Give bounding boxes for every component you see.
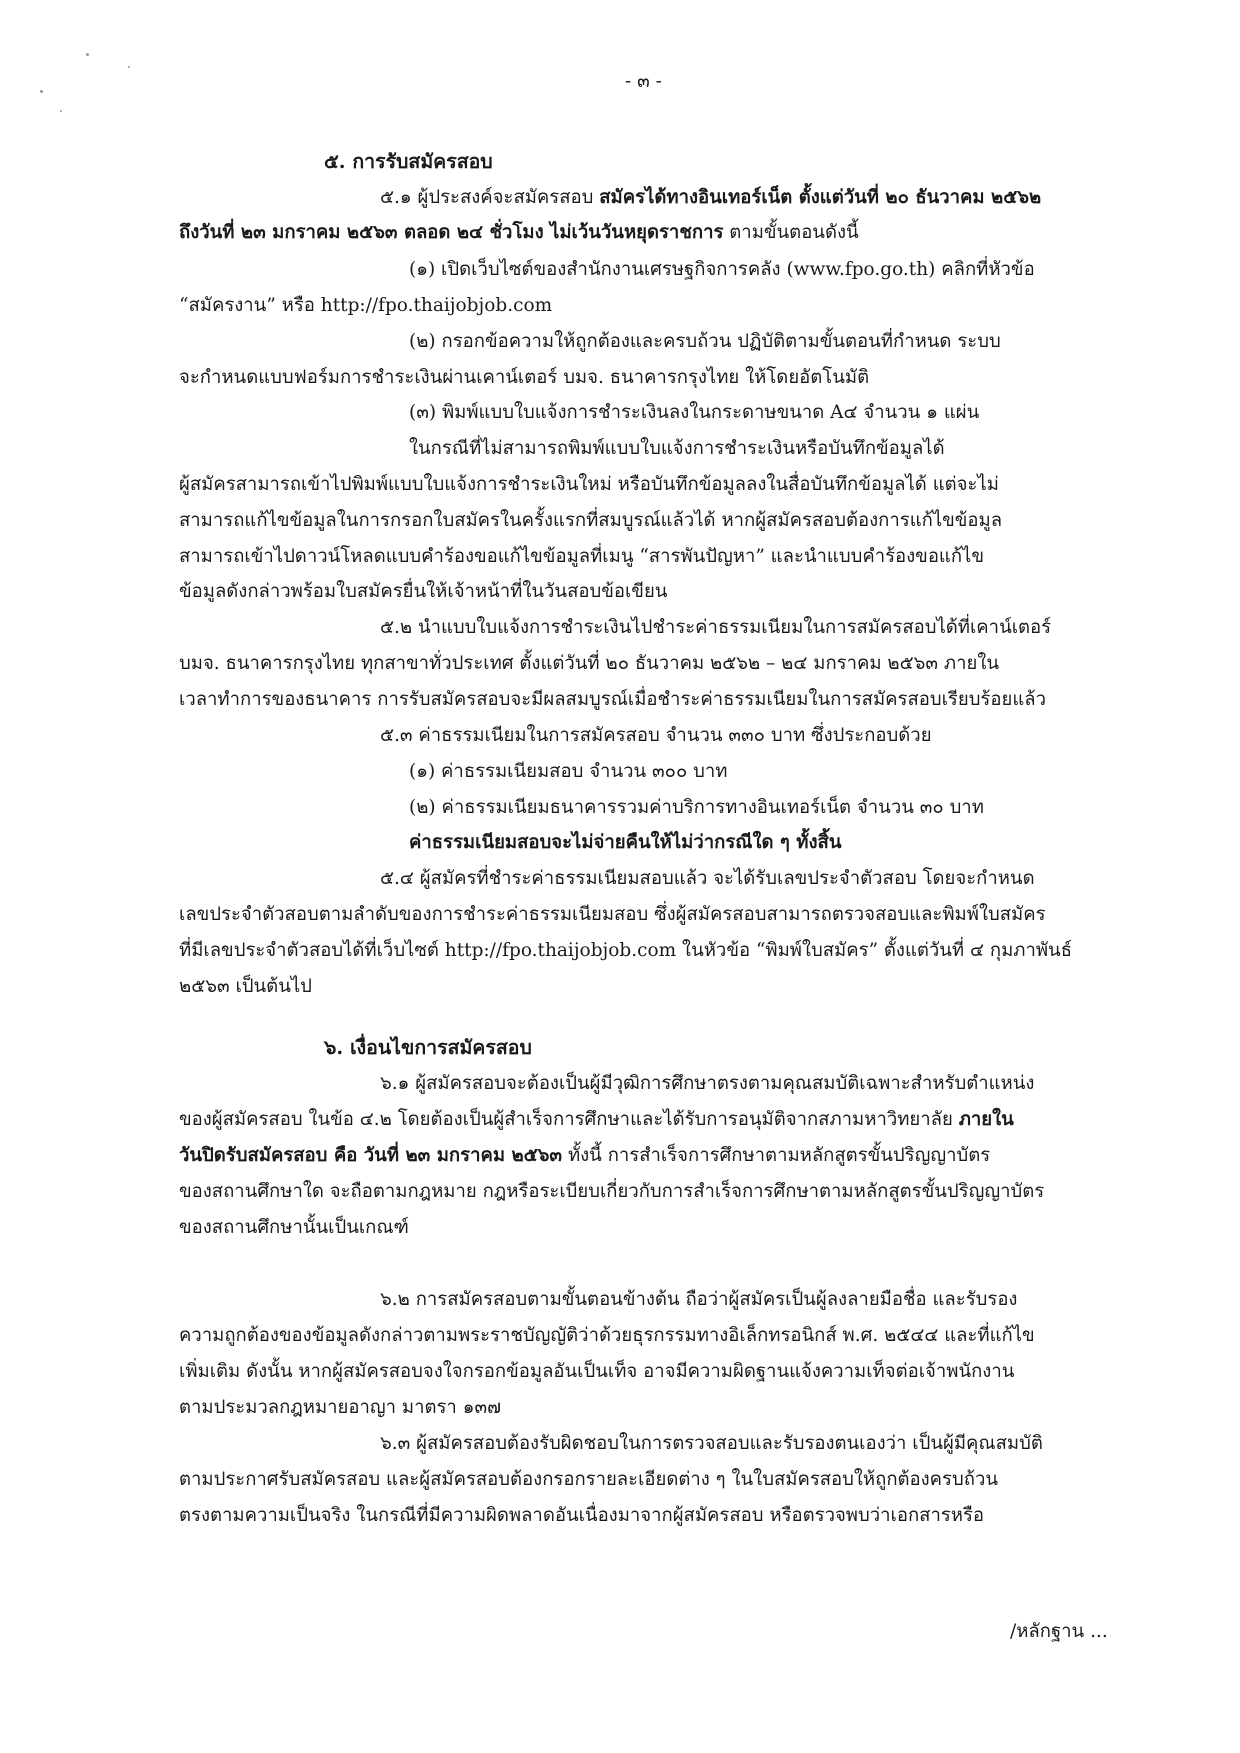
- fee-item-1: (๑) ค่าธรรมเนียมสอบ จำนวน ๓๐๐ บาท: [409, 761, 728, 782]
- paragraph-6-1-line-5: ของสถานศึกษานั้นเป็นเกณฑ์: [179, 1217, 409, 1238]
- step-3: (๓) พิมพ์แบบใบแจ้งการชำระเงินลงในกระดาษขนาด A๔ จำนวน ๑ แผ่น: [409, 402, 980, 423]
- scan-speck: [86, 53, 89, 56]
- paragraph-5-4-line-2: เลขประจำตัวสอบตามลำดับของการชำระค่าธรรมเนียมสอบ ซึ่งผู้สมัครสอบสามารถตรวจสอบและพิมพ์ใบสมัคร: [179, 904, 1046, 925]
- scan-speck: [60, 110, 62, 112]
- paragraph-6-2-line-2: ความถูกต้องของข้อมูลดังกล่าวตามพระราชบัญญัติว่าด้วยธุรกรรมทางอิเล็กทรอนิกส์ พ.ศ. ๒๕๔๔ และที่แก้ไข: [179, 1325, 1035, 1346]
- scan-speck: [40, 90, 43, 93]
- paragraph-5-1-line-1: ๕.๑ ผู้ประสงค์จะสมัครสอบ สมัครได้ทางอินเทอร์เน็ต ตั้งแต่วันที่ ๒๐ ธันวาคม ๒๕๖๒: [380, 187, 1042, 208]
- section-6-heading: ๖. เงื่อนไขการสมัครสอบ: [324, 1036, 532, 1059]
- paragraph-5-2-line-2: บมจ. ธนาคารกรุงไทย ทุกสาขาทั่วประเทศ ตั้งแต่วันที่ ๒๐ ธันวาคม ๒๕๖๒ – ๒๔ มกราคม ๒๕๖๓ ภายใน: [179, 653, 999, 674]
- paragraph-5-2-line-3: เวลาทำการของธนาคาร การรับสมัครสอบจะมีผลสมบูรณ์เมื่อชำระค่าธรรมเนียมในการสมัครสอบเรียบร้อยแล้ว: [179, 689, 1046, 710]
- paragraph-6-1-line-3: วันปิดรับสมัครสอบ คือ วันที่ ๒๓ มกราคม ๒๕๖๓ ทั้งนี้ การสำเร็จการศึกษาตามหลักสูตรขั้นปริญญาบัตร: [179, 1145, 991, 1166]
- case-line-5: ข้อมูลดังกล่าวพร้อมใบสมัครยื่นให้เจ้าหน้าที่ในวันสอบข้อเขียน: [179, 581, 668, 602]
- step-1-line-1: (๑) เปิดเว็บไซต์ของสำนักงานเศรษฐกิจการคลัง (www.fpo.go.th) คลิกที่หัวข้อ: [409, 259, 1035, 280]
- paragraph-6-1-line-4: ของสถานศึกษาใด จะถือตามกฎหมาย กฎหรือระเบียบเกี่ยวกับการสำเร็จการศึกษาตามหลักสูตรขั้นปริญญาบัตร: [179, 1181, 1045, 1202]
- paragraph-6-3-line-3: ตรงตามความเป็นจริง ในกรณีที่มีความผิดพลาดอันเนื่องมาจากผู้สมัครสอบ หรือตรวจพบว่าเอกสารหรือ: [179, 1505, 985, 1526]
- step-2-line-2: จะกำหนดแบบฟอร์มการชำระเงินผ่านเคาน์เตอร์ บมจ. ธนาคารกรุงไทย ให้โดยอัตโนมัติ: [179, 367, 870, 388]
- case-line-2: ผู้สมัครสามารถเข้าไปพิมพ์แบบใบแจ้งการชำระเงินใหม่ หรือบันทึกข้อมูลลงในสื่อบันทึกข้อมูลได้ แต่จะไม่: [179, 474, 999, 495]
- paragraph-5-4-line-3: ที่มีเลขประจำตัวสอบได้ที่เว็บไซต์ http://fpo.thaijobjob.com ในหัวข้อ “พิมพ์ใบสมัคร” ตั้งแต่วันที่ ๔ กุมภาพันธ์: [179, 940, 1072, 961]
- continuation-marker: /หลักฐาน ...: [1010, 1621, 1108, 1642]
- paragraph-6-2-line-4: ตามประมวลกฎหมายอาญา มาตรา ๑๓๗: [179, 1397, 502, 1418]
- step-1-line-2: “สมัครงาน” หรือ http://fpo.thaijobjob.com: [179, 295, 553, 316]
- scan-speck: [128, 66, 130, 68]
- fee-item-2: (๒) ค่าธรรมเนียมธนาคารรวมค่าบริการทางอินเทอร์เน็ต จำนวน ๓๐ บาท: [409, 797, 984, 818]
- case-line-3: สามารถแก้ไขข้อมูลในการกรอกใบสมัครในครั้งแรกที่สมบูรณ์แล้วได้ หากผู้สมัครสอบต้องการแก้ไขข้อมูล: [179, 510, 1003, 531]
- paragraph-5-2-line-1: ๕.๒ นำแบบใบแจ้งการชำระเงินไปชำระค่าธรรมเนียมในการสมัครสอบได้ที่เคาน์เตอร์: [380, 617, 1052, 638]
- paragraph-6-1-line-1: ๖.๑ ผู้สมัครสอบจะต้องเป็นผู้มีวุฒิการศึกษาตรงตามคุณสมบัติเฉพาะสำหรับตำแหน่ง: [380, 1073, 1035, 1094]
- paragraph-5-4-line-1: ๕.๔ ผู้สมัครที่ชำระค่าธรรมเนียมสอบแล้ว จะได้รับเลขประจำตัวสอบ โดยจะกำหนด: [380, 868, 1035, 889]
- paragraph-5-3: ๕.๓ ค่าธรรมเนียมในการสมัครสอบ จำนวน ๓๓๐ บาท ซึ่งประกอบด้วย: [380, 725, 932, 746]
- paragraph-6-3-line-2: ตามประกาศรับสมัครสอบ และผู้สมัครสอบต้องกรอกรายละเอียดต่าง ๆ ในใบสมัครสอบให้ถูกต้องครบถ้วน: [179, 1469, 998, 1490]
- paragraph-6-1-line-2: ของผู้สมัครสอบ ในข้อ ๔.๒ โดยต้องเป็นผู้สำเร็จการศึกษาและได้รับการอนุมัติจากสภามหาวิทยาลัย ภายใน: [179, 1109, 1014, 1130]
- paragraph-6-2-line-1: ๖.๒ การสมัครสอบตามขั้นตอนข้างต้น ถือว่าผู้สมัครเป็นผู้ลงลายมือชื่อ และรับรอง: [380, 1289, 1018, 1310]
- case-line-4: สามารถเข้าไปดาวน์โหลดแบบคำร้องขอแก้ไขข้อมูลที่เมนู “สารพันปัญหา” และนำแบบคำร้องขอแก้ไข: [179, 546, 985, 567]
- step-2-line-1: (๒) กรอกข้อความให้ถูกต้องและครบถ้วน ปฏิบัติตามขั้นตอนที่กำหนด ระบบ: [409, 331, 1001, 352]
- paragraph-5-1-line-2: ถึงวันที่ ๒๓ มกราคม ๒๕๖๓ ตลอด ๒๔ ชั่วโมง ไม่เว้นวันหยุดราชการ ตามขั้นตอนดังนี้: [179, 222, 859, 243]
- case-line-1: ในกรณีที่ไม่สามารถพิมพ์แบบใบแจ้งการชำระเงินหรือบันทึกข้อมูลได้: [409, 438, 945, 459]
- page-number: - ๓ -: [625, 71, 662, 92]
- paragraph-5-4-line-4: ๒๕๖๓ เป็นต้นไป: [179, 976, 312, 997]
- no-refund-note: ค่าธรรมเนียมสอบจะไม่จ่ายคืนให้ไม่ว่ากรณีใด ๆ ทั้งสิ้น: [409, 832, 842, 853]
- section-5-heading: ๕. การรับสมัครสอบ: [324, 150, 493, 173]
- paragraph-6-3-line-1: ๖.๓ ผู้สมัครสอบต้องรับผิดชอบในการตรวจสอบและรับรองตนเองว่า เป็นผู้มีคุณสมบัติ: [380, 1433, 1043, 1454]
- paragraph-6-2-line-3: เพิ่มเติม ดังนั้น หากผู้สมัครสอบจงใจกรอกข้อมูลอันเป็นเท็จ อาจมีความผิดฐานแจ้งความเท็จต่อเจ้าพนักงาน: [179, 1361, 1015, 1382]
